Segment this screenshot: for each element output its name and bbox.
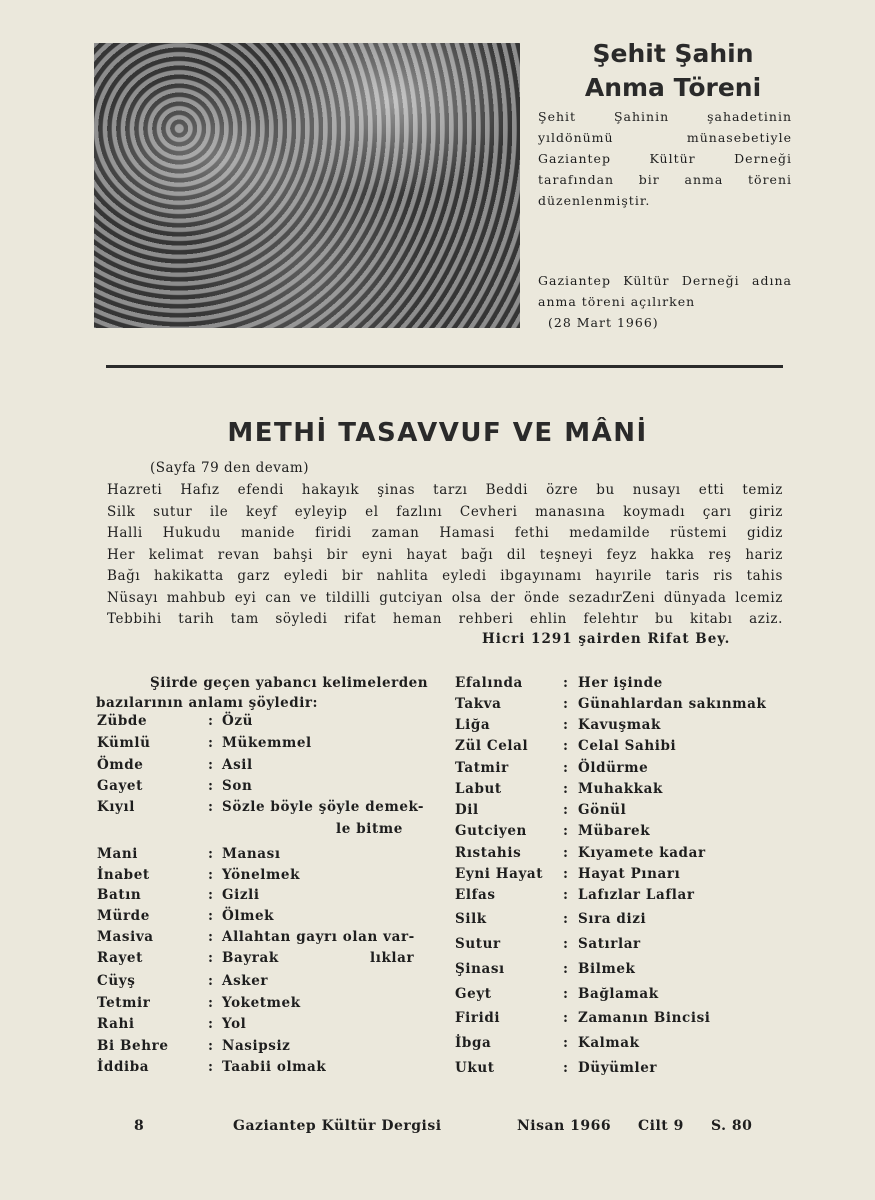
glossary-meaning: Allahtan gayrı olan var- bbox=[222, 929, 415, 945]
glossary-meaning: Gönül bbox=[578, 802, 627, 818]
poem-signature: Hicri 1291 şairden Rifat Bey. bbox=[482, 631, 731, 647]
glossary-meaning: Celal Sahibi bbox=[578, 738, 677, 754]
glossary-separator: : bbox=[208, 929, 214, 945]
glossary-meaning: Düyümler bbox=[578, 1060, 658, 1076]
poem-line: Silk sutur ile keyf eyleyip el fazlını Cevheri manasına koymadı çarı giriz bbox=[107, 503, 783, 520]
glossary-meaning: Özü bbox=[222, 713, 254, 729]
journal-name: Gaziantep Kültür Dergisi bbox=[233, 1118, 442, 1134]
glossary-meaning: Asker bbox=[222, 973, 269, 989]
glossary-term: Ömde bbox=[97, 757, 144, 773]
glossary-meaning: le bitme bbox=[336, 821, 403, 837]
glossary-separator: : bbox=[208, 950, 214, 966]
poem-line: Tebbihi tarih tam söyledi rifat heman rehberi ehlin felehtır bu kitabı aziz. bbox=[107, 611, 783, 627]
article-headline-line1: Şehit Şahin bbox=[592, 39, 754, 68]
glossary-separator: : bbox=[208, 1016, 214, 1032]
glossary-meaning: Kalmak bbox=[578, 1035, 640, 1051]
glossary-meaning: Mübarek bbox=[578, 823, 651, 839]
glossary-term: Zül Celal bbox=[455, 738, 529, 754]
glossary-meaning: Yol bbox=[222, 1016, 247, 1032]
glossary-term: İddiba bbox=[97, 1059, 150, 1075]
glossary-separator: : bbox=[563, 717, 569, 733]
article-headline-line2: Anma Töreni bbox=[584, 73, 762, 102]
glossary-term: Takva bbox=[455, 696, 502, 712]
glossary-term: Gutciyen bbox=[455, 823, 527, 839]
glossary-meaning: Yönelmek bbox=[222, 867, 301, 883]
glossary-term: Tetmir bbox=[97, 995, 151, 1011]
glossary-term: Liğa bbox=[455, 717, 491, 733]
glossary-continuation: lıklar bbox=[370, 950, 415, 966]
section-title: METHİ TASAVVUF VE MÂNİ bbox=[227, 418, 648, 448]
glossary-meaning: Ölmek bbox=[222, 908, 275, 924]
glossary-separator: : bbox=[563, 760, 569, 776]
glossary-separator: : bbox=[563, 1060, 569, 1076]
glossary-term: Kümlü bbox=[97, 735, 151, 751]
glossary-header-line1: Şiirde geçen yabancı kelimelerden bbox=[150, 675, 429, 691]
glossary-term: Batın bbox=[97, 887, 142, 903]
glossary-meaning: Öldürme bbox=[578, 760, 649, 776]
continuation-note: (Sayfa 79 den devam) bbox=[150, 460, 309, 476]
issue-date: Nisan 1966 bbox=[517, 1118, 612, 1134]
glossary-separator: : bbox=[208, 1059, 214, 1075]
glossary-meaning: Asil bbox=[222, 757, 253, 773]
poem-line: Nüsayı mahbub eyi can ve tildilli gutciyan olsa der önde sezadırZeni dünyada lcemiz bbox=[107, 589, 783, 606]
glossary-term: Rıstahis bbox=[455, 845, 522, 861]
glossary-term: Tatmir bbox=[455, 760, 509, 776]
glossary-term: İnabet bbox=[97, 867, 150, 883]
glossary-meaning: Taabii olmak bbox=[222, 1059, 327, 1075]
glossary-separator: : bbox=[208, 735, 214, 751]
glossary-term: Şinası bbox=[455, 961, 505, 977]
glossary-separator: : bbox=[208, 973, 214, 989]
glossary-separator: : bbox=[563, 675, 569, 691]
glossary-term: Rahi bbox=[97, 1016, 135, 1032]
glossary-separator: : bbox=[208, 867, 214, 883]
glossary-meaning: Nasipsiz bbox=[222, 1038, 291, 1054]
glossary-separator: : bbox=[563, 866, 569, 882]
glossary-separator: : bbox=[563, 781, 569, 797]
volume: Cilt 9 bbox=[638, 1118, 684, 1134]
glossary-separator: : bbox=[208, 778, 214, 794]
glossary-separator: : bbox=[208, 799, 214, 815]
glossary-meaning: Günahlardan sakınmak bbox=[578, 696, 767, 712]
glossary-meaning: Kavuşmak bbox=[578, 717, 661, 733]
glossary-separator: : bbox=[563, 802, 569, 818]
glossary-separator: : bbox=[563, 823, 569, 839]
page-number: 8 bbox=[134, 1118, 145, 1134]
glossary-meaning: Manası bbox=[222, 846, 281, 862]
glossary-term: Mani bbox=[97, 846, 139, 862]
glossary-term: Geyt bbox=[455, 986, 492, 1002]
glossary-term: Gayet bbox=[97, 778, 143, 794]
glossary-meaning: Yoketmek bbox=[222, 995, 301, 1011]
glossary-meaning: Her işinde bbox=[578, 675, 663, 691]
glossary-meaning: Gizli bbox=[222, 887, 260, 903]
glossary-term: Efalında bbox=[455, 675, 523, 691]
poem-line: Halli Hukudu manide firidi zaman Hamasi fethi medamilde rüstemi gidiz bbox=[107, 525, 783, 541]
article-description: Şehit Şahinin şahadetinin yıldönümü münasebetiyle Gaziantep Kültür Derneği tarafından bir anma töreni düzenlenmiştir. bbox=[538, 109, 792, 208]
glossary-term: Labut bbox=[455, 781, 502, 797]
glossary-separator: : bbox=[563, 845, 569, 861]
glossary-separator: : bbox=[563, 986, 569, 1002]
glossary-meaning: Sıra dizi bbox=[578, 911, 647, 927]
glossary-separator: : bbox=[563, 936, 569, 952]
issue-number: S. 80 bbox=[711, 1118, 753, 1134]
glossary-meaning: Son bbox=[222, 778, 253, 794]
glossary-meaning: Satırlar bbox=[578, 936, 641, 952]
glossary-meaning: Hayat Pınarı bbox=[578, 866, 681, 882]
glossary-term: Cüyş bbox=[97, 973, 136, 989]
glossary-separator: : bbox=[563, 961, 569, 977]
glossary-separator: : bbox=[208, 908, 214, 924]
caption-text: Gaziantep Kültür Derneği adına anma töreni açılırken bbox=[538, 273, 792, 309]
glossary-separator: : bbox=[208, 846, 214, 862]
ceremony-photo bbox=[94, 43, 520, 328]
glossary-meaning: Kıyamete kadar bbox=[578, 845, 706, 861]
glossary-separator: : bbox=[563, 1035, 569, 1051]
glossary-separator: : bbox=[208, 887, 214, 903]
glossary-term: Dil bbox=[455, 802, 479, 818]
glossary-term: Zübde bbox=[97, 713, 148, 729]
poem-line: Hazreti Hafız efendi hakayık şinas tarzı Beddi özre bu nusayı etti temiz bbox=[107, 482, 783, 498]
glossary-term: Sutur bbox=[455, 936, 501, 952]
glossary-term: İbga bbox=[455, 1035, 492, 1051]
glossary-separator: : bbox=[563, 911, 569, 927]
glossary-separator: : bbox=[208, 713, 214, 729]
glossary-meaning: Sözle böyle şöyle demek- bbox=[222, 799, 425, 815]
section-divider bbox=[106, 365, 783, 368]
glossary-separator: : bbox=[563, 1010, 569, 1026]
glossary-meaning: Mükemmel bbox=[222, 735, 312, 751]
poem-line: Bağı hakikatta garz eyledi bir nahlita eyledi ibgayınamı hayırile taris ris tahis bbox=[107, 568, 783, 584]
glossary-term: Rayet bbox=[97, 950, 143, 966]
photo-caption bbox=[538, 270, 792, 333]
glossary-meaning: Zamanın Bincisi bbox=[578, 1010, 711, 1026]
glossary-meaning: Bayrak bbox=[222, 950, 279, 966]
glossary-header-line2: bazılarının anlamı şöyledir: bbox=[96, 695, 318, 711]
glossary-meaning: Bağlamak bbox=[578, 986, 659, 1002]
glossary-separator: : bbox=[208, 1038, 214, 1054]
glossary-term: Mürde bbox=[97, 908, 150, 924]
glossary-meaning: Muhakkak bbox=[578, 781, 663, 797]
glossary-meaning: Lafızlar Laflar bbox=[578, 887, 695, 903]
glossary-term: Silk bbox=[455, 911, 487, 927]
caption-date: (28 Mart 1966) bbox=[548, 315, 659, 330]
glossary-separator: : bbox=[563, 696, 569, 712]
glossary-term: Firidi bbox=[455, 1010, 501, 1026]
glossary-term: Elfas bbox=[455, 887, 496, 903]
glossary-meaning: Bilmek bbox=[578, 961, 636, 977]
glossary-separator: : bbox=[563, 887, 569, 903]
glossary-term: Eyni Hayat bbox=[455, 866, 544, 882]
glossary-term: Bi Behre bbox=[97, 1038, 169, 1054]
poem-line: Her kelimat revan bahşi bir eyni hayat bağı dil teşneyi feyz hakka reş hariz bbox=[107, 546, 783, 563]
glossary-term: Kıyıl bbox=[97, 799, 135, 815]
glossary-separator: : bbox=[563, 738, 569, 754]
glossary-separator: : bbox=[208, 757, 214, 773]
glossary-term: Masiva bbox=[97, 929, 154, 945]
glossary-separator: : bbox=[208, 995, 214, 1011]
glossary-term: Ukut bbox=[455, 1060, 495, 1076]
